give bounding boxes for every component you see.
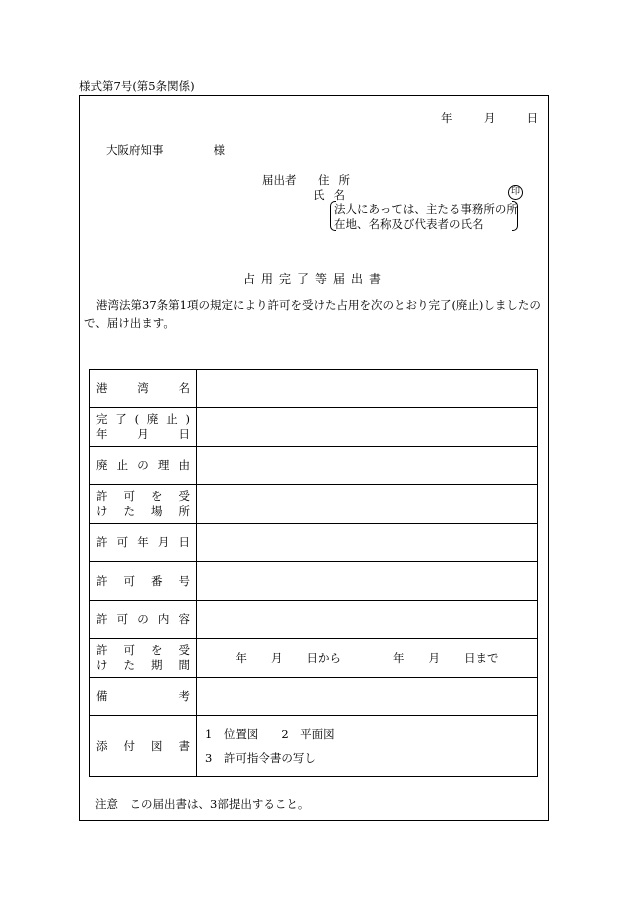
addressee-honorific: 様 [213, 143, 225, 157]
period-m1: 月 [271, 651, 283, 665]
period-y2: 年 [393, 651, 405, 665]
row-label [90, 485, 197, 524]
table-row [90, 370, 538, 408]
period-y1: 年 [235, 651, 247, 665]
applicant-label: 届出者 [262, 173, 297, 187]
table-row [90, 562, 538, 601]
corporate-note-line2: 在地、名称及び代表者の氏名 [334, 217, 484, 231]
attachment-line1: 1 位置図 2 平面図 [205, 727, 335, 741]
row-value[interactable] [197, 562, 538, 601]
period-d2: 日まで [464, 651, 499, 665]
row-label [90, 524, 197, 562]
row-label-line: 許 可 の 内 容 [96, 612, 190, 626]
row-label-line: け た 期 間 [96, 658, 190, 672]
row-label-line: 許 可 年 月 日 [96, 535, 190, 549]
row-label [90, 562, 197, 601]
table-row [90, 447, 538, 485]
notice-text: 注意 この届出書は、3部提出すること。 [95, 797, 310, 811]
row-label-line: け た 場 所 [96, 504, 190, 518]
row-label-line: 備 考 [96, 689, 190, 703]
row-label [90, 408, 197, 447]
period-m2: 月 [428, 651, 440, 665]
table-row [90, 639, 538, 678]
row-label-line: 許 可 番 号 [96, 573, 190, 588]
seal-mark: 印 [508, 185, 523, 200]
row-label-line: 港 湾 名 [96, 381, 190, 395]
date-line [441, 110, 538, 126]
row-value[interactable] [197, 601, 538, 639]
address-label: 住所 [318, 173, 359, 187]
row-value[interactable] [197, 485, 538, 524]
name-label: 氏名 [313, 188, 354, 202]
row-value[interactable] [197, 408, 538, 447]
addressee-name: 大阪府知事 [106, 143, 164, 157]
row-label [90, 370, 197, 408]
row-value[interactable] [197, 447, 538, 485]
period-cell[interactable] [197, 639, 538, 678]
row-value[interactable] [197, 678, 538, 716]
table-row [90, 678, 538, 716]
table-row [90, 485, 538, 524]
row-label [90, 601, 197, 639]
form-table [89, 369, 538, 777]
row-label-line: 許 可 を 受 [96, 643, 190, 657]
row-label-line: 年 月 日 [96, 427, 190, 441]
row-label-line: 添 付 図 書 [96, 738, 190, 753]
attachments-cell[interactable] [197, 716, 538, 777]
attachment-line2: 3 許可指令書の写し [205, 751, 316, 765]
corporate-note [330, 201, 518, 231]
row-label [90, 716, 197, 777]
date-day: 日 [526, 111, 539, 125]
row-label-line: 廃 止 の 理 由 [96, 458, 190, 472]
row-label [90, 639, 197, 678]
row-label-line: 許 可 を 受 [96, 489, 190, 503]
row-label-line: 完 了 ( 廃 止 ) [96, 412, 190, 426]
table-row [90, 601, 538, 639]
table-row [90, 524, 538, 562]
addressee [106, 142, 225, 158]
corporate-note-line1: 法人にあっては、主たる事務所の所 [334, 202, 518, 216]
row-label [90, 447, 197, 485]
document-title: 占用完了等届出書 [242, 272, 387, 286]
body-text: 港湾法第37条第1項の規定により許可を受けた占用を次のとおり完了(廃止)しましたので、届け出ます。 [84, 298, 541, 330]
row-label [90, 678, 197, 716]
period-d1: 日から [306, 651, 341, 665]
table-row [90, 716, 538, 777]
row-value[interactable] [197, 370, 538, 408]
form-number: 様式第7号(第5条関係) [79, 79, 195, 93]
date-year: 年 [441, 111, 453, 125]
row-value[interactable] [197, 524, 538, 562]
table-row [90, 408, 538, 447]
date-month: 月 [483, 111, 496, 125]
